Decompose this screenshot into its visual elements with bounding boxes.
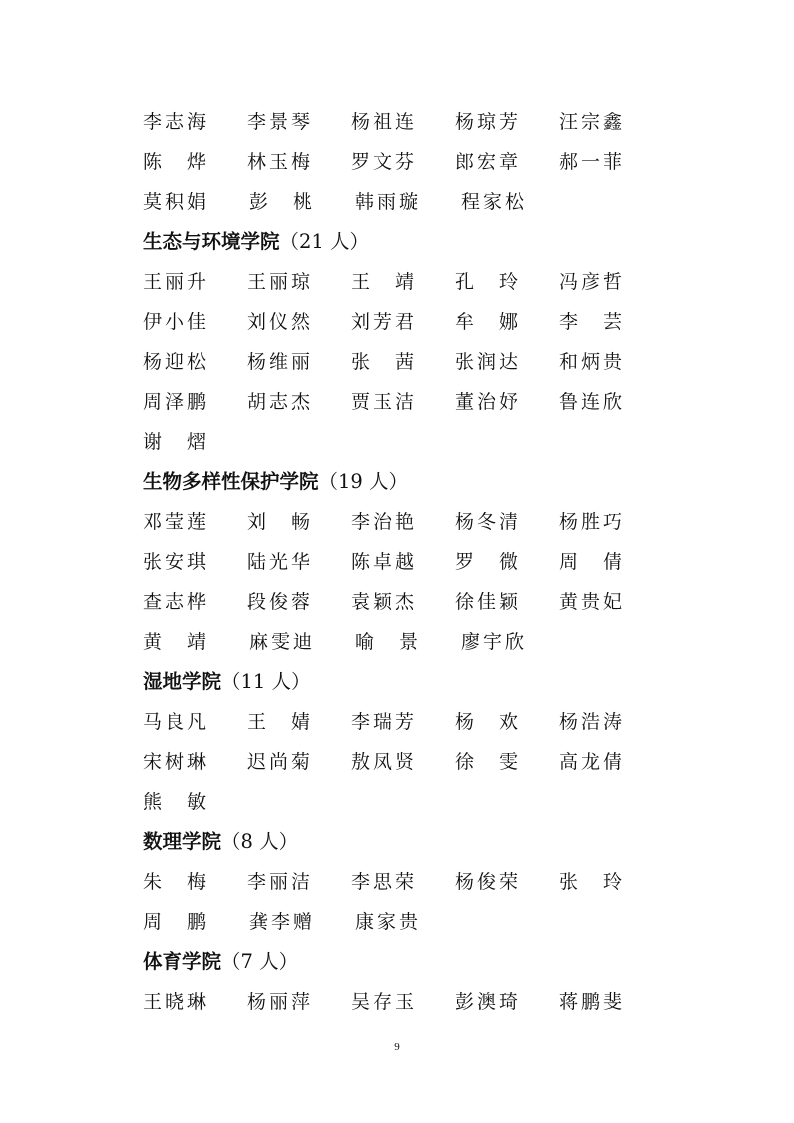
person-name: 孔 玲 — [455, 270, 522, 293]
person-name: 杨胜巧 — [559, 510, 626, 533]
person-name: 贾玉洁 — [351, 390, 418, 413]
person-name: 周泽鹏 — [143, 390, 210, 413]
person-name: 董治妤 — [455, 390, 522, 413]
section-title: 体育学院 — [143, 950, 222, 973]
person-name: 杨祖连 — [351, 110, 418, 133]
name-list — [143, 100, 663, 1020]
person-name: 黄贵妃 — [559, 590, 626, 613]
name-row — [143, 980, 663, 1020]
person-name: 杨琼芳 — [455, 110, 522, 133]
person-name: 龚李赠 — [249, 910, 316, 933]
person-name: 郎宏章 — [455, 150, 522, 173]
person-name: 周 倩 — [559, 550, 626, 573]
section-title: 湿地学院 — [143, 670, 222, 693]
person-name: 和炳贵 — [559, 350, 626, 373]
person-name: 迟尚菊 — [247, 750, 314, 773]
section-count: （11 人） — [221, 670, 311, 693]
section-title: 生态与环境学院 — [143, 230, 280, 253]
person-name: 陈 烨 — [143, 150, 210, 173]
person-name: 马良凡 — [143, 710, 210, 733]
name-row — [143, 260, 663, 300]
person-name: 谢 熠 — [143, 430, 210, 453]
person-name: 袁颖杰 — [351, 590, 418, 613]
person-name: 陆光华 — [247, 550, 314, 573]
section-title: 数理学院 — [143, 830, 222, 853]
person-name: 王晓琳 — [143, 990, 210, 1013]
name-row — [143, 100, 663, 140]
person-name: 李景琴 — [247, 110, 314, 133]
person-name: 杨丽萍 — [247, 990, 314, 1013]
person-name: 杨 欢 — [455, 710, 522, 733]
person-name: 鲁连欣 — [559, 390, 626, 413]
person-name: 莫积娟 — [143, 190, 210, 213]
person-name: 黄 靖 — [143, 630, 210, 653]
person-name: 王 婧 — [247, 710, 314, 733]
name-row — [143, 300, 663, 340]
section-count: （7 人） — [221, 950, 299, 973]
person-name: 胡志杰 — [247, 390, 314, 413]
name-row — [143, 700, 663, 740]
person-name: 张润达 — [455, 350, 522, 373]
person-name: 查志桦 — [143, 590, 210, 613]
person-name: 康家贵 — [355, 910, 422, 933]
person-name: 韩雨璇 — [355, 190, 422, 213]
name-row — [143, 380, 663, 420]
name-row — [143, 420, 663, 460]
person-name: 邓莹莲 — [143, 510, 210, 533]
person-name: 王丽升 — [143, 270, 210, 293]
person-name: 高龙倩 — [559, 750, 626, 773]
section-heading — [143, 460, 663, 500]
person-name: 杨俊荣 — [455, 870, 522, 893]
person-name: 罗 微 — [455, 550, 522, 573]
person-name: 张 茜 — [351, 350, 418, 373]
name-row — [143, 180, 663, 220]
person-name: 李丽洁 — [247, 870, 314, 893]
name-row — [143, 340, 663, 380]
section-count: （8 人） — [221, 830, 299, 853]
person-name: 杨迎松 — [143, 350, 210, 373]
person-name: 熊 敏 — [143, 790, 210, 813]
person-name: 朱 梅 — [143, 870, 210, 893]
person-name: 徐 雯 — [455, 750, 522, 773]
person-name: 刘 畅 — [247, 510, 314, 533]
person-name: 汪宗鑫 — [559, 110, 626, 133]
name-row — [143, 140, 663, 180]
person-name: 李志海 — [143, 110, 210, 133]
person-name: 张 玲 — [559, 870, 626, 893]
person-name: 杨维丽 — [247, 350, 314, 373]
person-name: 徐佳颖 — [455, 590, 522, 613]
person-name: 喻 景 — [355, 630, 422, 653]
person-name: 廖宇欣 — [461, 630, 528, 653]
person-name: 陈卓越 — [351, 550, 418, 573]
person-name: 程家松 — [461, 190, 528, 213]
person-name: 杨冬清 — [455, 510, 522, 533]
person-name: 彭 桃 — [249, 190, 316, 213]
person-name: 吴存玉 — [351, 990, 418, 1013]
person-name: 张安琪 — [143, 550, 210, 573]
name-row — [143, 900, 663, 940]
person-name: 麻雯迪 — [249, 630, 316, 653]
person-name: 敖凤贤 — [351, 750, 418, 773]
person-name: 林玉梅 — [247, 150, 314, 173]
name-row — [143, 860, 663, 900]
section-count: （19 人） — [318, 470, 409, 493]
person-name: 李治艳 — [351, 510, 418, 533]
person-name: 罗文芬 — [351, 150, 418, 173]
person-name: 李瑞芳 — [351, 710, 418, 733]
person-name: 牟 娜 — [455, 310, 522, 333]
person-name: 冯彦哲 — [559, 270, 626, 293]
person-name: 宋树琳 — [143, 750, 210, 773]
section-heading — [143, 220, 663, 260]
page-number: 9 — [394, 1041, 400, 1053]
person-name: 王 靖 — [351, 270, 418, 293]
section-heading — [143, 820, 663, 860]
person-name: 王丽琼 — [247, 270, 314, 293]
name-row — [143, 540, 663, 580]
person-name: 杨浩涛 — [559, 710, 626, 733]
person-name: 伊小佳 — [143, 310, 210, 333]
person-name: 李 芸 — [559, 310, 626, 333]
name-row — [143, 780, 663, 820]
person-name: 李思荣 — [351, 870, 418, 893]
person-name: 周 鹏 — [143, 910, 210, 933]
name-row — [143, 740, 663, 780]
person-name: 刘芳君 — [351, 310, 418, 333]
person-name: 郝一菲 — [559, 150, 626, 173]
person-name: 刘仪然 — [247, 310, 314, 333]
name-row — [143, 620, 663, 660]
section-title: 生物多样性保护学院 — [143, 470, 319, 493]
name-row — [143, 580, 663, 620]
person-name: 段俊蓉 — [247, 590, 314, 613]
person-name: 彭澳琦 — [455, 990, 522, 1013]
name-row — [143, 500, 663, 540]
section-heading — [143, 940, 663, 980]
section-heading — [143, 660, 663, 700]
person-name: 蒋鹏斐 — [559, 990, 626, 1013]
section-count: （21 人） — [279, 230, 370, 253]
